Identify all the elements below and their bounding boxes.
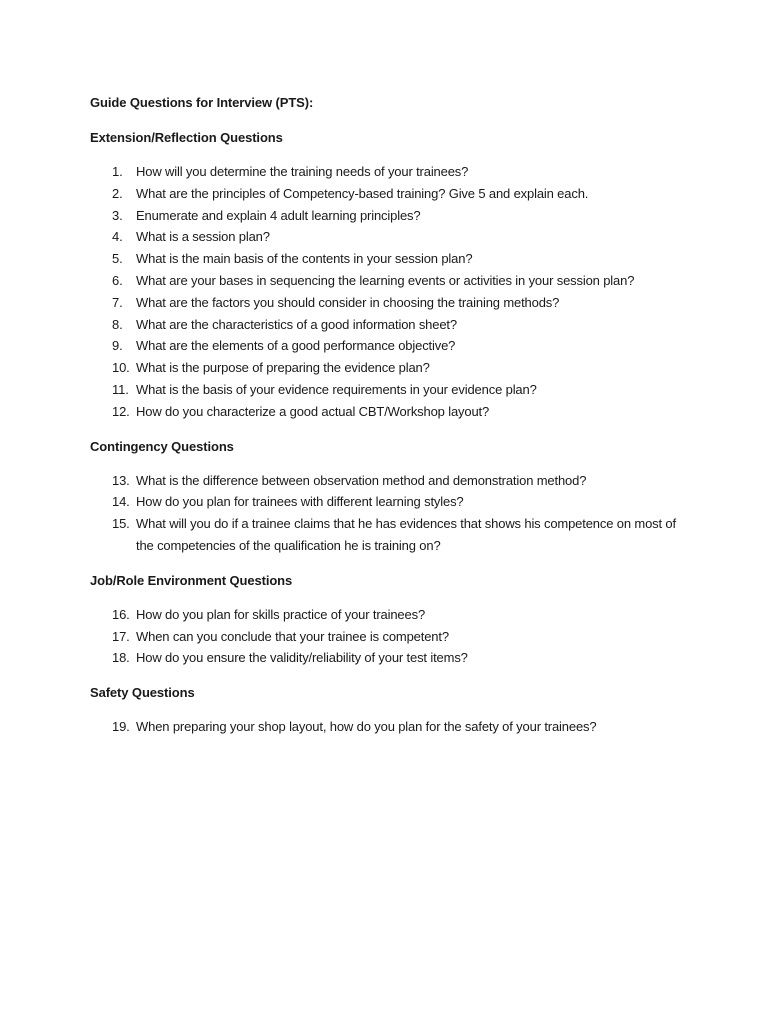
question-text: How do you characterize a good actual CBT/Workshop layout? bbox=[136, 403, 490, 419]
question-number: 16. bbox=[112, 606, 130, 622]
question-number: 2. bbox=[112, 185, 123, 201]
question-text: How will you determine the training needs of your trainees? bbox=[136, 164, 469, 179]
question-number: 19. bbox=[112, 719, 130, 735]
question-text: What is the basis of your evidence requirements in your evidence plan? bbox=[136, 381, 537, 397]
question-item bbox=[90, 248, 730, 270]
question-number: 9. bbox=[112, 338, 123, 354]
question-number: 18. bbox=[112, 650, 130, 666]
question-text: When preparing your shop layout, how do you plan for the safety of your trainees? bbox=[136, 719, 597, 735]
question-item bbox=[90, 513, 730, 557]
question-number: 17. bbox=[112, 628, 130, 644]
question-item bbox=[90, 647, 730, 669]
question-item bbox=[90, 357, 730, 379]
question-text: What is a session plan? bbox=[136, 229, 270, 245]
question-item bbox=[90, 161, 730, 183]
section-heading-safety: Safety Questions bbox=[90, 685, 195, 701]
question-number: 4. bbox=[112, 229, 123, 245]
question-text: What are the factors you should consider in choosing the training methods? bbox=[136, 294, 560, 310]
question-list-job-role-environment bbox=[90, 604, 730, 669]
question-text: What are the elements of a good performance objective? bbox=[136, 338, 456, 354]
question-number: 5. bbox=[112, 251, 123, 267]
question-number: 6. bbox=[112, 272, 123, 288]
question-number: 13. bbox=[112, 472, 130, 488]
section-heading-job-role-environment: Job/Role Environment Questions bbox=[90, 572, 293, 588]
question-item bbox=[90, 314, 730, 336]
question-number: 11. bbox=[112, 381, 129, 397]
question-text: How do you plan for trainees with different learning styles? bbox=[136, 494, 464, 510]
question-text: Enumerate and explain 4 adult learning principles? bbox=[136, 207, 421, 223]
question-text: What is the main basis of the contents in your session plan? bbox=[136, 251, 473, 267]
question-number: 3. bbox=[112, 207, 123, 223]
question-list-contingency bbox=[90, 470, 730, 557]
question-number: 14. bbox=[112, 494, 130, 510]
question-item bbox=[90, 226, 730, 248]
question-number: 8. bbox=[112, 316, 123, 332]
question-item bbox=[90, 183, 730, 205]
question-text: What are the principles of Competency-based training? Give 5 and explain each. bbox=[136, 185, 589, 201]
question-text: What is the difference between observation method and demonstration method? bbox=[136, 472, 587, 488]
question-text: When can you conclude that your trainee is competent? bbox=[136, 628, 449, 644]
question-number: 1. bbox=[112, 164, 123, 179]
question-item bbox=[90, 716, 730, 738]
question-item bbox=[90, 335, 730, 357]
question-item bbox=[90, 470, 730, 492]
question-text: What are your bases in sequencing the learning events or activities in your session plan? bbox=[136, 272, 635, 288]
question-number: 12. bbox=[112, 403, 130, 419]
question-number: 7. bbox=[112, 294, 123, 310]
question-item bbox=[90, 205, 730, 227]
question-item bbox=[90, 491, 730, 513]
question-item bbox=[90, 626, 730, 648]
question-text: What is the purpose of preparing the evidence plan? bbox=[136, 360, 430, 376]
question-number: 10. bbox=[112, 360, 130, 376]
question-list-extension-reflection bbox=[90, 161, 730, 423]
question-list-safety bbox=[90, 716, 730, 738]
document-content bbox=[90, 92, 730, 751]
document-title: Guide Questions for Interview (PTS): bbox=[90, 95, 314, 110]
question-item bbox=[90, 292, 730, 314]
question-number: 15. bbox=[112, 516, 130, 532]
question-item bbox=[90, 270, 730, 292]
question-text: How do you plan for skills practice of your trainees? bbox=[136, 606, 426, 622]
question-text: What are the characteristics of a good information sheet? bbox=[136, 316, 457, 332]
question-item bbox=[90, 604, 730, 626]
question-item bbox=[90, 379, 730, 401]
section-heading-contingency: Contingency Questions bbox=[90, 438, 234, 454]
section-heading-extension-reflection: Extension/Reflection Questions bbox=[90, 130, 283, 145]
question-text: What will you do if a trainee claims that he has evidences that shows his competence on most of the competencies of the qualification he is training on? bbox=[136, 516, 676, 553]
question-text: How do you ensure the validity/reliability of your test items? bbox=[136, 650, 468, 666]
question-item bbox=[90, 401, 730, 423]
